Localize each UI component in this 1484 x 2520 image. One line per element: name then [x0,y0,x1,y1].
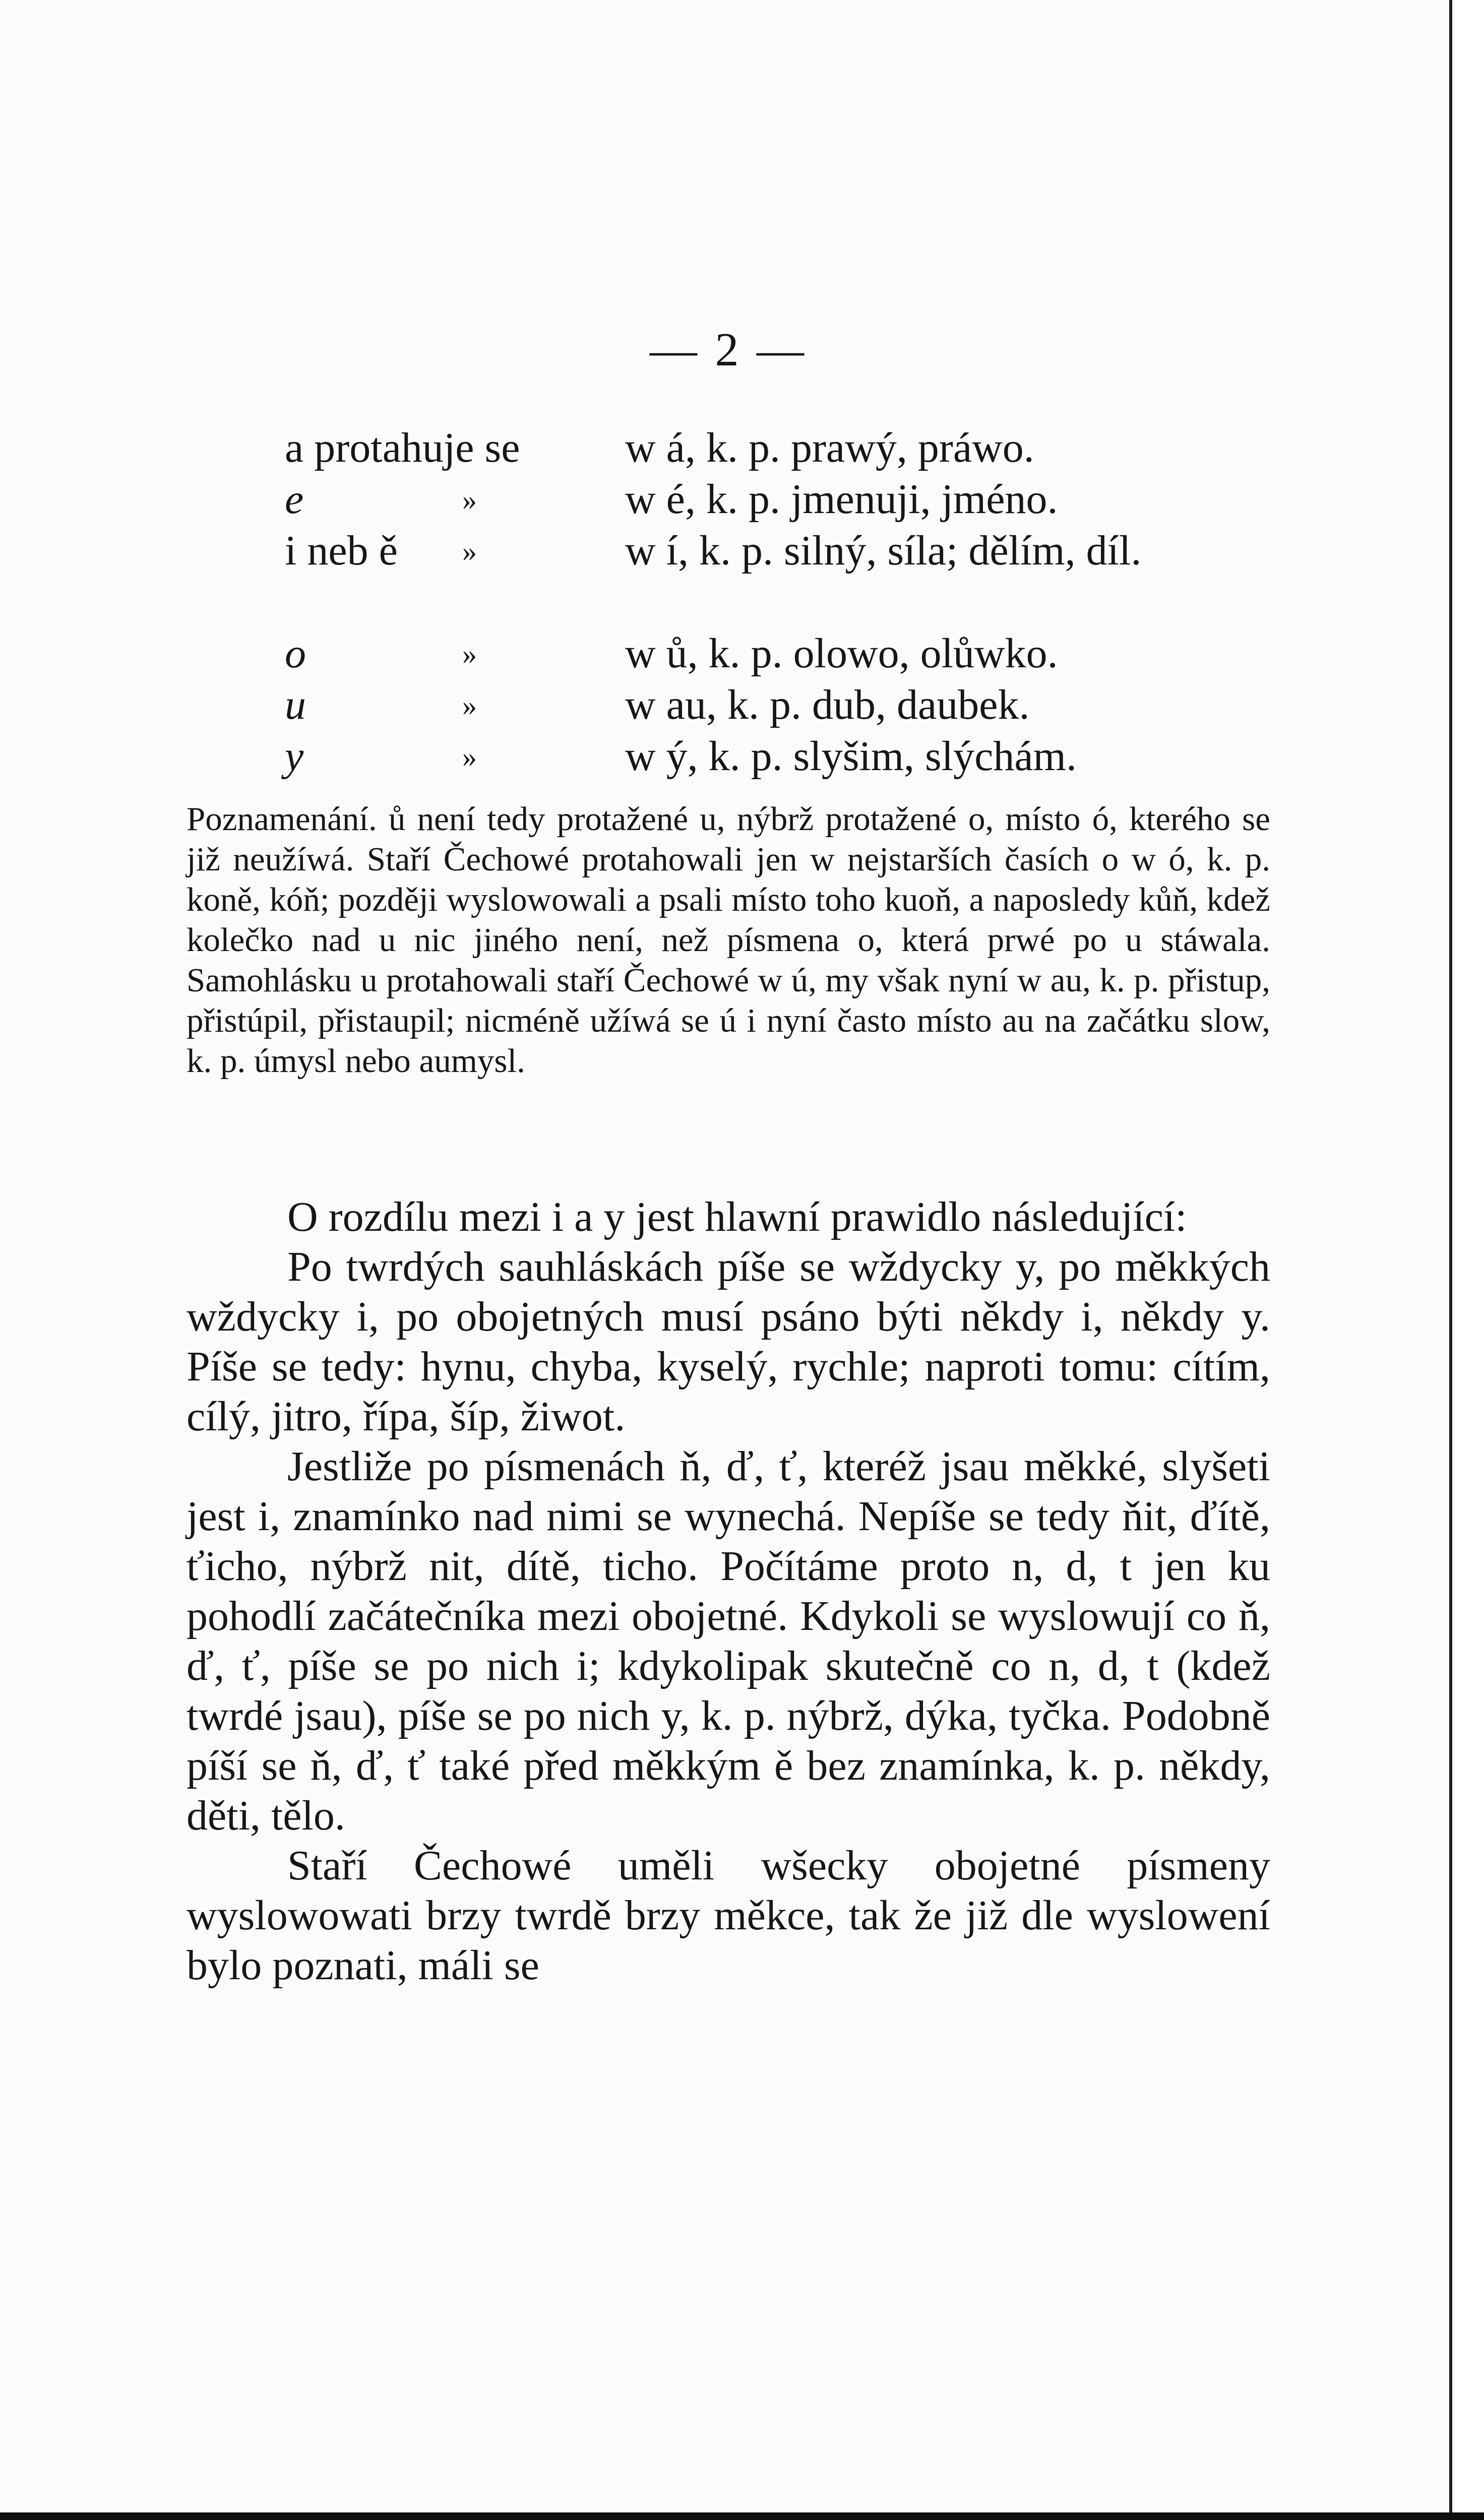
body-text [187,1192,1270,1990]
vowel-letter: o [285,630,306,677]
page-number: — 2 — [650,324,807,376]
vowel-letter: e [285,476,304,523]
page-edge-right [1449,0,1484,2520]
ditto-mark: » [462,638,477,670]
ditto-mark: » [462,740,477,773]
vowel-row-a [285,423,1293,475]
vowel-row-u [285,680,1293,732]
vowel-row-i [285,526,1293,629]
vowel-rule: w é, k. p. jmenuji, jméno. [625,476,1058,523]
ditto-mark: » [462,483,477,516]
page-edge-bottom [0,2512,1484,2520]
vowel-row-e [285,475,1293,526]
vowel-table [285,423,1293,783]
vowel-letter: y [285,733,304,780]
paragraph: O rozdílu mezi i a y jest hlawní prawidlo následující: [287,1193,1187,1240]
paragraph: Staří Čechowé uměli wšecky obojetné písmeny wyslowowati brzy twrdě brzy měkce, tak že již dle wyslowení bylo poznati, máli se [187,1842,1270,1989]
vowel-letter: i neb ě [285,527,398,574]
vowel-letter: u [285,681,306,728]
paragraph: Jestliže po písmenách ň, ď, ť, kteréž jsau měkké, slyšeti jest i, znamínko nad nimi se wynechá. Nepíše se tedy ňit, ďítě, ťicho, nýbrž nit, dítě, ticho. Počítáme proto n, d, t jen ku pohodlí začátečníka mezi obojetné. Kdykoli se wyslowují co ň, ď, ť, píše se po nich i; kdykolipak skutečně co n, d, t (kdež twrdé jsau), píše se po nich y, k. p. nýbrž, dýka, tyčka. Podobně píší se ň, ď, ť také před měkkým ě bez znamínka, k. p. někdy, děti, tělo. [187,1443,1270,1839]
vowel-rule: w ý, k. p. slyšim, slýchám. [625,733,1077,780]
vowel-rule: w á, k. p. prawý, práwo. [625,424,1034,471]
vowel-row-o [285,629,1293,680]
ditto-mark: » [462,689,477,722]
vowel-row-y [285,732,1293,783]
vowel-rule: w í, k. p. silný, síla; dělím, díl. [625,527,1142,574]
vowel-rule: w au, k. p. dub, daubek. [625,681,1030,728]
vowel-letter: a protahuje se [285,424,520,471]
footnote: Poznamenání. ů není tedy protažené u, nýbrž protažené o, místo ó, kterého se již neužíwá. Staří Čechowé protahowali jen w nejstarších časích o w ó, k. p. koně, kóň; později wyslowowali a psali místo toho kuoň, a naposledy kůň, kdež kolečko nad u nic jiného není, než písmena o, která prwé po u stáwala. Samohlásku u protahowali staří Čechowé w ú, my však nyní w au, k. p. přistup, přistúpil, přistaupil; nicméně užíwá se ú i nyní často místo au na začátku slow, k. p. úmysl nebo aumysl. [187,800,1270,1080]
ditto-mark: » [462,535,477,568]
paragraph: Po twrdých sauhláskách píše se wždycky y, po měkkých wždycky i, po obojetných musí psáno býti někdy i, někdy y. Píše se tedy: hynu, chyba, kyselý, rychle; naproti tomu: cítím, cílý, jitro, řípa, šíp, žiwot. [187,1243,1270,1440]
vowel-rule: w ů, k. p. olowo, olůwko. [625,630,1058,677]
